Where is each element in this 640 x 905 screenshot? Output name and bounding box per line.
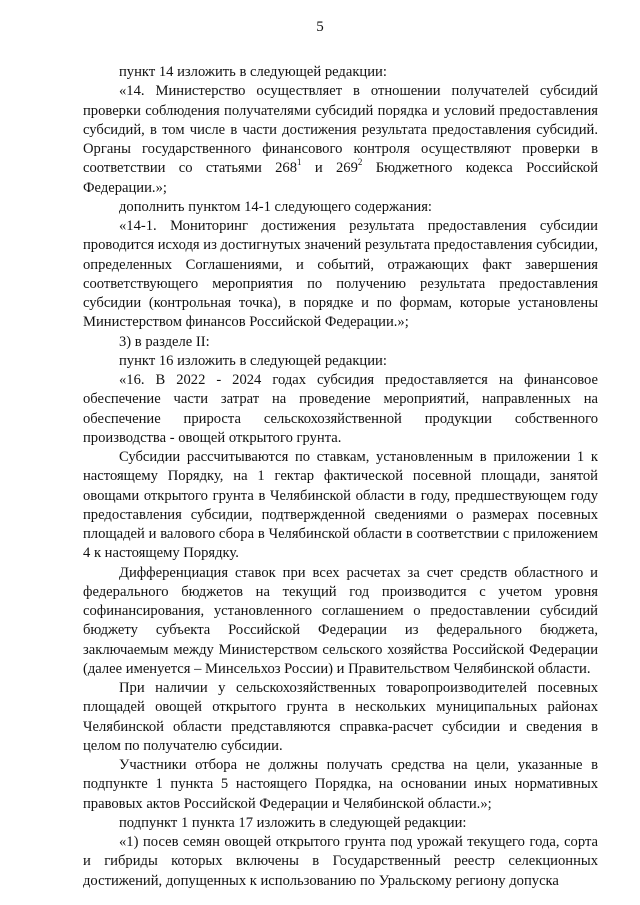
document-body xyxy=(83,63,598,891)
superscript: 2 xyxy=(357,157,363,168)
paragraph-item-14-intro: пункт 14 изложить в следующей редакции: xyxy=(119,64,387,80)
superscript: 1 xyxy=(297,157,302,168)
paragraph-item-14-1: «14-1. Мониторинг достижения результата предоставления субсидии проводится исходя из достигнутых значений результата предоставления субсидии, определенных Соглашениями, и событий, отражающих факт завершения соответствующего мероприятия по получению результата предоставления субсидии (контрольная точка), в порядке и по формам, которые установлены Министерством финансов Российской Федерации.»; xyxy=(83,218,598,331)
page-number: 5 xyxy=(316,19,324,35)
paragraph-item-14-1-intro: дополнить пунктом 14-1 следующего содержания: xyxy=(119,198,432,215)
paragraph-item-14 xyxy=(83,82,598,198)
paragraph-item-17-intro: подпункт 1 пункта 17 изложить в следующей редакции: xyxy=(119,814,467,831)
paragraph-section-2: 3) в разделе II: xyxy=(119,333,210,350)
paragraph-multiple-districts: При наличии у сельскохозяйственных товаропроизводителей посевных площадей овощей открытого грунта в нескольких муниципальных районах Челябинской области представляются справка-расчет субсидии и сведения в целом по получателю субсидии. xyxy=(83,680,598,754)
paragraph-item-17-1: «1) посев семян овощей открытого грунта под урожай текущего года, сорта и гибриды которых включены в Государственный реестр селекционных достижений, допущенных к использованию по Уральскому региону допуска xyxy=(83,834,598,889)
text-run: «14. Министерство осуществляет в отношении получателей субсидий проверки соблюдения получателями субсидий порядка и условий предоставления субсидий, в том числе в части достижения результата предоставления субсидий. Органы государственного финансового контроля осуществляют проверки в соответствии со статьями 268 xyxy=(83,83,598,177)
paragraph-subsidy-rates: Субсидии рассчитываются по ставкам, установленным в приложении 1 к настоящему Порядку, на 1 гектар фактической посевной площади, занятой овощами открытого грунта в Челябинской области в году, предшествующем году предоставления субсидии, подтвержденной сведениями о размерах посевных площадей и валового сбора в Челябинской области в соответствии с приложением 4 к настоящему Порядку. xyxy=(83,449,598,562)
paragraph-item-16: «16. В 2022 - 2024 годах субсидия предоставляется на финансовое обеспечение части затрат на проведение мероприятий, направленных на обеспечение прироста сельскохозяйственной продукции собственного производства - овощей открытого грунта. xyxy=(83,372,598,446)
paragraph-item-16-intro: пункт 16 изложить в следующей редакции: xyxy=(119,352,387,369)
text-run: Бюджетного кодекса Российской Федерации.»; xyxy=(83,160,599,196)
paragraph-differentiation: Дифференциация ставок при всех расчетах за счет средств областного и федерального бюджетов на текущий год производится с учетом уровня софинансирования, установленного соглашением о предоставлении субсидий бюджету субъекта Российской Федерации из федерального бюджета, заключаемым между Министерством сельского хозяйства Российской Федерации (далее именуется – Минсельхоз России) и Правительством Челябинской области. xyxy=(83,564,598,677)
paragraph-participants: Участники отбора не должны получать средства на цели, указанные в подпункте 1 пункта 5 настоящего Порядка, на основании иных нормативных правовых актов Российской Федерации и Челябинской области.»; xyxy=(83,757,598,812)
text-run: и 269 xyxy=(301,160,358,177)
